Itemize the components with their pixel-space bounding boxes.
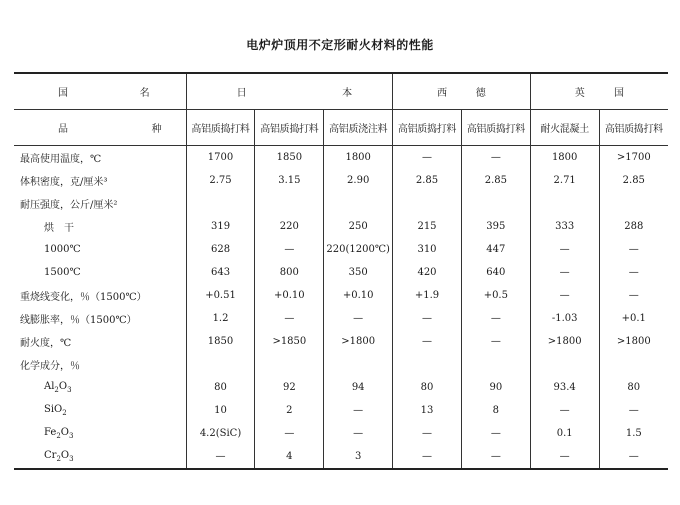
table-cell (599, 192, 668, 215)
table-cell (393, 353, 462, 376)
product-header-row (14, 110, 668, 146)
table-cell: 2.75 (186, 169, 255, 192)
table-cell: 333 (530, 215, 599, 238)
table-cell: 3 (324, 445, 393, 469)
table-row (14, 399, 668, 422)
table-cell: 1800 (530, 146, 599, 170)
table-cell: 1800 (324, 146, 393, 170)
table-cell: 215 (393, 215, 462, 238)
table-cell (461, 353, 530, 376)
row-label: 1500℃ (44, 267, 81, 278)
country-japan: 日 本 (186, 73, 392, 110)
table-cell (599, 353, 668, 376)
table-cell: — (255, 238, 324, 261)
table-row (14, 284, 668, 307)
table-cell: — (530, 261, 599, 284)
table-cell: — (599, 238, 668, 261)
table-cell: 420 (393, 261, 462, 284)
product-name: 高铝质捣打料 (255, 110, 324, 146)
table-cell: 4 (255, 445, 324, 469)
row-label: 烘 干 (44, 223, 74, 234)
table-cell (324, 353, 393, 376)
table-cell: — (255, 307, 324, 330)
table-cell: -1.03 (530, 307, 599, 330)
table-cell: 80 (599, 376, 668, 399)
table-cell: 288 (599, 215, 668, 238)
table-row (14, 445, 668, 469)
table-cell: 2.90 (324, 169, 393, 192)
country-west-germany: 西 德 (393, 73, 531, 110)
table-cell: 80 (186, 376, 255, 399)
table-cell: 0.1 (530, 422, 599, 445)
table-cell (530, 192, 599, 215)
table-cell: 8 (461, 399, 530, 422)
table-cell (255, 353, 324, 376)
table-cell: — (324, 307, 393, 330)
table-cell: — (461, 445, 530, 469)
table-title: 电炉炉顶用不定形耐火材料的性能 (246, 38, 434, 52)
table-cell: 13 (393, 399, 462, 422)
table-cell: >1800 (530, 330, 599, 353)
country-header-cell: 国 名 (14, 73, 186, 110)
table-cell: +0.10 (255, 284, 324, 307)
table-cell: 2.85 (393, 169, 462, 192)
table-cell: 310 (393, 238, 462, 261)
table-cell: 395 (461, 215, 530, 238)
table-cell: — (599, 445, 668, 469)
table-cell: 447 (461, 238, 530, 261)
table-cell: +1.9 (393, 284, 462, 307)
table-cell: — (393, 330, 462, 353)
table-cell: — (599, 399, 668, 422)
table-cell: 643 (186, 261, 255, 284)
table-row (14, 215, 668, 238)
table-cell (255, 192, 324, 215)
table-cell: 93.4 (530, 376, 599, 399)
table-cell: 350 (324, 261, 393, 284)
row-label: 重烧线变化，％（1500℃） (20, 292, 147, 303)
country-uk: 英 国 (530, 73, 668, 110)
country-header-row (14, 73, 668, 110)
table-cell (186, 353, 255, 376)
table-cell: 10 (186, 399, 255, 422)
table-cell (530, 353, 599, 376)
product-name: 高铝质捣打料 (461, 110, 530, 146)
table-cell: — (461, 146, 530, 170)
table-cell: — (461, 422, 530, 445)
table-cell (324, 192, 393, 215)
table-cell: >1800 (599, 330, 668, 353)
table-row (14, 169, 668, 192)
table-cell: 4.2(SiC) (186, 422, 255, 445)
row-label: $Al_2O_3$ (44, 381, 72, 394)
table-cell: 94 (324, 376, 393, 399)
table-cell: — (530, 238, 599, 261)
table-cell: >1800 (324, 330, 393, 353)
product-name: 高铝质捣打料 (393, 110, 462, 146)
table-cell: — (530, 445, 599, 469)
row-label: 化学成分，％ (20, 361, 80, 372)
table-cell: 2.71 (530, 169, 599, 192)
table-cell: 1850 (186, 330, 255, 353)
row-label: 体积密度，克/厘米³ (20, 177, 108, 188)
table-row (14, 422, 668, 445)
table-row (14, 353, 668, 376)
table-cell: — (393, 146, 462, 170)
table-row (14, 376, 668, 399)
table-cell: — (255, 422, 324, 445)
table-cell: 2.85 (599, 169, 668, 192)
table-cell: — (461, 307, 530, 330)
table-cell (186, 192, 255, 215)
table-cell: +0.1 (599, 307, 668, 330)
table-cell: — (393, 307, 462, 330)
table-cell: 1850 (255, 146, 324, 170)
table-cell: 80 (393, 376, 462, 399)
table-cell: 2 (255, 399, 324, 422)
table-cell: — (530, 399, 599, 422)
table-cell: >1700 (599, 146, 668, 170)
table-cell: — (599, 284, 668, 307)
table-row (14, 192, 668, 215)
table-cell: 220(1200℃) (324, 238, 393, 261)
table-cell: — (324, 422, 393, 445)
table-cell: — (393, 445, 462, 469)
table-row (14, 307, 668, 330)
table-cell: 1700 (186, 146, 255, 170)
table-cell: 1.5 (599, 422, 668, 445)
product-name: 高铝质捣打料 (186, 110, 255, 146)
table-cell: 800 (255, 261, 324, 284)
table-cell: +0.51 (186, 284, 255, 307)
table-cell: 250 (324, 215, 393, 238)
row-label: 耐火度，℃ (20, 338, 72, 349)
table-cell: 628 (186, 238, 255, 261)
table-cell: — (461, 330, 530, 353)
table-cell: 319 (186, 215, 255, 238)
table-row (14, 238, 668, 261)
product-header-cell: 品 种 (14, 110, 186, 146)
table-cell: +0.5 (461, 284, 530, 307)
table-cell: — (530, 284, 599, 307)
row-label: 最高使用温度，℃ (20, 154, 102, 165)
product-name: 高铝质浇注料 (324, 110, 393, 146)
table-cell: 1.2 (186, 307, 255, 330)
row-label: $Cr_2O_3$ (14, 445, 186, 469)
row-label: 1000℃ (44, 244, 81, 255)
table-cell (461, 192, 530, 215)
product-name: 耐火混凝土 (530, 110, 599, 146)
table-row (14, 330, 668, 353)
row-label: SiO$_2$ (44, 404, 67, 417)
table-cell: >1850 (255, 330, 324, 353)
row-label: 线膨胀率，％（1500℃） (20, 315, 137, 326)
product-name: 高铝质捣打料 (599, 110, 668, 146)
table-cell: — (324, 399, 393, 422)
row-label: $Fe_2O_3$ (44, 427, 74, 440)
table-cell: 90 (461, 376, 530, 399)
table-cell: 220 (255, 215, 324, 238)
table-cell: 92 (255, 376, 324, 399)
table-cell: 3.15 (255, 169, 324, 192)
table-cell: 2.85 (461, 169, 530, 192)
table-cell: — (393, 422, 462, 445)
table-row (14, 146, 668, 170)
table-cell (393, 192, 462, 215)
row-label: 耐压强度，公斤/厘米² (20, 200, 118, 211)
table-row (14, 261, 668, 284)
table-cell: 640 (461, 261, 530, 284)
properties-table (14, 72, 668, 470)
table-cell: — (599, 261, 668, 284)
table-cell: +0.10 (324, 284, 393, 307)
table-cell: — (186, 445, 255, 469)
